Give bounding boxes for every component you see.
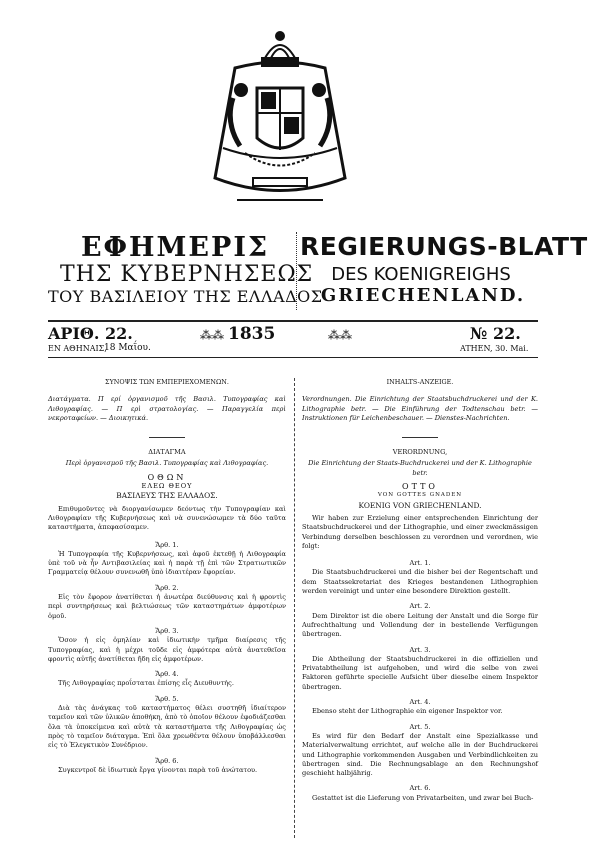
issue-number-greek: ΑΡΙΘ. 22.: [48, 324, 133, 343]
article-label: Art. 5.: [409, 722, 431, 731]
king-title-german: KOENIG VON GRIECHENLAND.: [358, 500, 482, 510]
article-text: Ὅσον ἡ εἰς ὁμηλίαν καὶ ἰδιωτικὴν τμῆμα διαίρεσις τῆς Τυπογραφίας, καὶ ἡ μέχρι τοῦδε εἰς ἀμφότερα αὐτὰ ἀνατεθεῖσα φροντὶς αὐτῆς ἀνατίθεται ἤδη εἰς ἀμφοτέρων.: [48, 636, 286, 663]
german-title: REGIERUNGS-BLATT: [300, 232, 588, 261]
article-label: Ἄρθ. 3.: [155, 626, 179, 635]
king-name-german: OTTO: [402, 482, 438, 492]
article-text: Διὰ τὰς ἀνάγκας τοῦ καταστήματος θέλει συστηθῆ ἰδιαίτερον ταμεῖον καὶ τῶν ὑλικῶν ἀποθήκη, ἀπὸ τὸ ὁποῖον θέλουν ἐφοδιάζεσθαι ὅλα τὰ ὑποκείμενα καὶ αὐτὰ τὰ καταστήματα τῆς Λιθογραφίας ὡς πρὸς τὸ ταμεῖον διάταγμα. Ἐπὶ ὅλα χρεωθέντα θέλουν ὑποβάλλεσθαι εἰς τὸ Ἐλεγκτικὸν Συνέδριον.: [48, 704, 286, 750]
german-subtitle: DES KOENIGREIGHS: [331, 264, 511, 285]
separator: [149, 437, 185, 438]
article-label: Art. 4.: [409, 698, 431, 707]
contents-heading-greek: ΣΥΝΟΨΙΣ ΤΩΝ ΕΜΠΕΡΙΕΧΟΜΕΝΩΝ.: [105, 378, 229, 386]
king-title-greek: ΒΑΣΙΛΕΥΣ ΤΗΣ ΕΛΛΑΔΟΣ.: [116, 491, 218, 501]
decree-heading-german: VERORDNUNG,: [392, 448, 448, 457]
contents-heading-german: INHALTS-ANZEIGE.: [386, 378, 454, 386]
article-text: Dem Direktor ist die obere Leitung der Anstalt und die Sorge für Aufrechthaltung und Vollendung der in bestellende Verfügungen übertragen.: [302, 611, 538, 639]
article-text: Die Abtheilung der Staatsbuchdruckerei in die offiziellen und Privatabtheilung ist aufgehoben, und wird die selbe von zwei Faktoren geführte specielle Aufsicht über dieselbe einem Inspektor übertragen.: [302, 654, 538, 691]
date-greek: 18 Μαΐου.: [104, 343, 151, 353]
decree-subtitle-german: Die Einrichtung der Staats-Buchdruckerei und der K. Lithographie betr.: [308, 459, 532, 477]
article-label: Ἄρθ. 2.: [155, 583, 179, 592]
issue-year: 1835: [228, 324, 276, 344]
article-label: Art. 6.: [409, 784, 431, 793]
article-label: Ἄρθ. 1.: [155, 540, 179, 549]
article-text: Es wird für den Bedarf der Anstalt eine Spezialkasse und Materialverwaltung errichtet, auf welche alle in der Buchdruckerei und Lithographie vorkommenden Ausgaben und Verbindlichkeiten zu übertragen sind. Die Rechnungsablage an den Rechnungshof geschieht halbjährig.: [302, 731, 538, 778]
issue-rule-bottom: [48, 357, 538, 358]
german-kingdom-line: GRIECHENLAND.: [320, 285, 526, 306]
article-text: Ebenso steht der Lithographie ein eigener Inspektor vor.: [312, 707, 503, 716]
article-text: Τῆς Λιθογραφίας προΐσταται ἐπίσης εἷς Διευθυντής.: [58, 679, 234, 688]
article-label: Art. 2.: [409, 602, 431, 611]
article-label: Art. 1.: [409, 559, 431, 568]
article-text: Ἡ Τυπογραφία τῆς Κυβερνήσεως, καὶ ἀφοῦ ἐκτεθῇ ἡ Λιθογραφία ὑπὲ τοῦ νὰ ἦν Αντιβασιλείας καὶ ἡ παρὰ τῇ ἐπὶ τῶν Στρατιωτικῶν Γραμματείᾳ θέλουν συνενωθῆ ὑπὸ ἰδιαιτέραν ἔφορείαν.: [48, 549, 286, 577]
preamble-german: Wir haben zur Erzielung einer entsprechenden Einrichtung der Staatsbuchdruckerei und der Lithographie, und einer zweckmässigen Verbindung derselben beschlossen zu verordnen und verordnen, wie folgt:: [302, 513, 538, 550]
issue-number-german: № 22.: [470, 324, 521, 343]
article-text: Συγκεντροῖ δὲ ἰδιωτικὰ ἔργα γίνονται παρὰ τοῦ ἀνώτατου.: [58, 765, 258, 774]
article-label: Ἄρθ. 6.: [155, 756, 179, 765]
article-label: Ἄρθ. 4.: [155, 670, 179, 679]
greek-title: ΕΦΗΜΕΡΙΣ: [80, 232, 270, 263]
decree-subtitle-greek: Περὶ ὀργανισμοῦ τῆς Βασιλ. Τυπογραφίας καὶ Λιθογραφίας.: [65, 459, 269, 468]
greek-subtitle: ΤΗΣ ΚΥΒΕΡΝΗΣΕΩΣ: [60, 262, 314, 287]
date-german: ATHEN, 30. Mai.: [460, 344, 529, 353]
greek-column: [48, 378, 286, 775]
royal-coat-of-arms-icon: [205, 28, 355, 206]
german-column: [302, 378, 538, 803]
column-divider: [294, 378, 295, 838]
ornament-left: ⁂⁂: [200, 328, 224, 342]
decree-heading-greek: ΔΙΑΤΑΓΜΑ: [148, 448, 186, 457]
grace-greek: ΕΛΕΩ ΘΕΟΥ: [141, 482, 193, 491]
contents-text-greek: Διατάγματα. Π ερί ὀργανισμοῦ τῆς Βασιλ. Τυπογραφίας καὶ Λιθογραφίας. — Π ερὶ στρατολογίας. — Παραγγελία περὶ νεκροταφείων. — Διοικητικά.: [48, 395, 286, 422]
preamble-greek: Επιθυμοῦντες νὰ διοργανίσωμεν δεόντως τὴν Τυπογραφίαν καὶ Λιθογραφίαν τῆς Κυβερνήσεως καὶ νὰ συνενώσωμεν τὰ δύο ταῦτα καταστήματα, ἀπεφασίσαμεν.: [48, 504, 286, 532]
article-text: Εἰς τὸν ἔφορον ἀνατίθεται ἡ ἀνωτέρα διεύθυνσις καὶ ἡ φροντὶς περὶ συντηρήσεως καὶ βελτιώσεως τῶν καταστημάτων ἀμφοτέρων ὁμοῦ.: [48, 593, 286, 620]
issue-rule-top: [48, 320, 538, 322]
grace-german: VON GOTTES GNADEN: [377, 492, 463, 499]
masthead-divider: [296, 232, 298, 310]
article-text: Die Staatsbuchdruckerei und die bisher bei der Regentschaft und dem Staatssekretariat des Krieges bestandenen Lithographien werden vereinigt und unter eine besondere Direktion gestellt.: [302, 568, 538, 596]
separator: [402, 437, 438, 438]
king-name-greek: ΟΘΩΝ: [147, 472, 187, 482]
greek-kingdom-line: ΤΟΥ ΒΑΣΙΛΕΙΟΥ ΤΗΣ ΕΛΛΑΔΟΣ: [48, 287, 323, 306]
place-greek: ΕΝ ΑΘΗΝΑΙΣ,: [48, 344, 107, 353]
article-label: Art. 3.: [409, 645, 431, 654]
article-text: Gestattet ist die Lieferung von Privatarbeiten, und zwar bei Buch-: [312, 793, 534, 802]
article-label: Ἄρθ. 5.: [155, 694, 179, 703]
contents-text-german: Verordnungen. Die Einrichtung der Staatsbuchdruckerei und der K. Lithographie betr. — Die Einführung der Todtenschau betr. — Instruktionen für Leichenbeschauer. — Dienstes-Nachrichten.: [302, 395, 538, 422]
ornament-right: ⁂⁂: [328, 328, 352, 342]
